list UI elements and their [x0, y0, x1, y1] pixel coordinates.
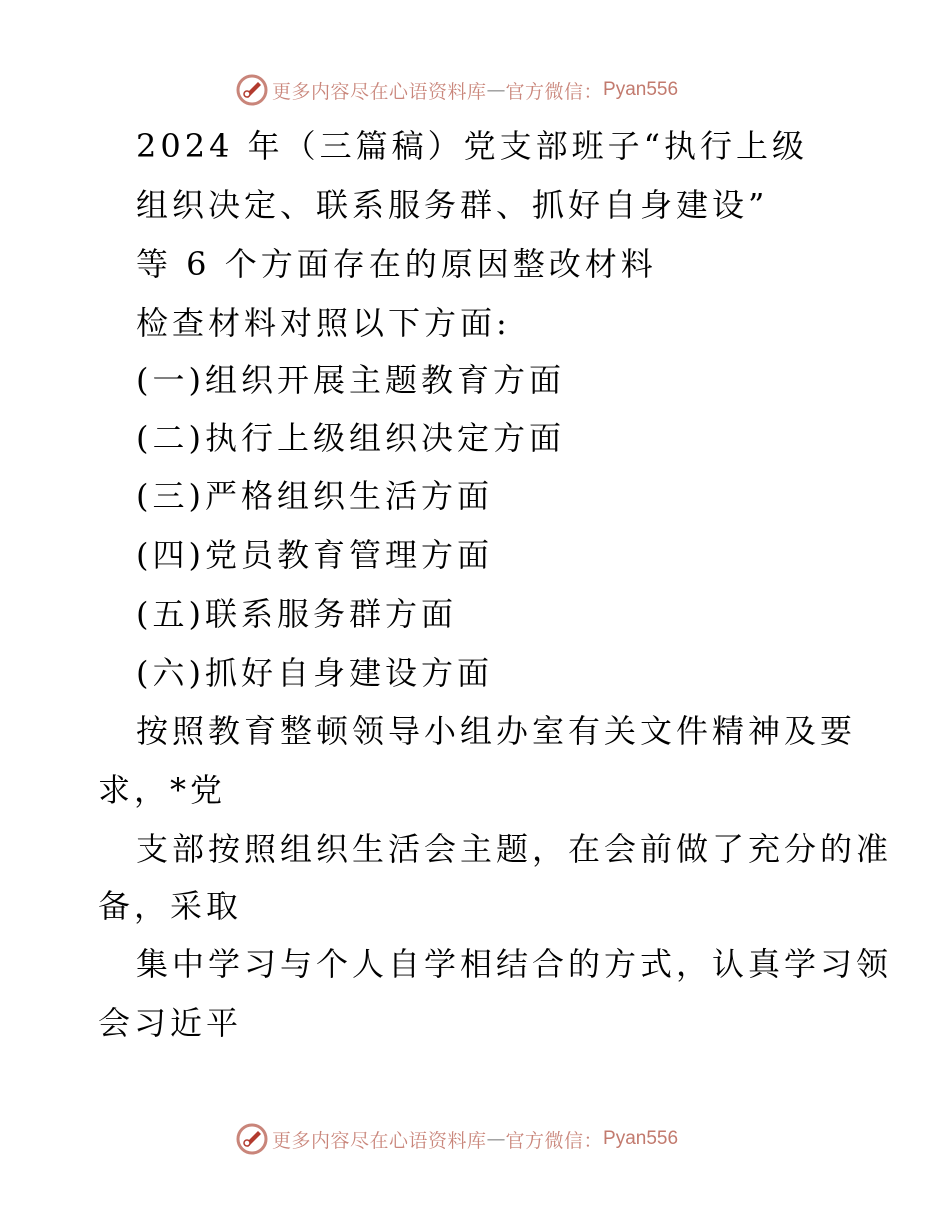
title-line-3: 等 6 个方面存在的原因整改材料: [136, 245, 657, 283]
paragraph-line: 求，*党: [98, 771, 227, 809]
watermark-wechat-label: 官方微信：: [505, 1129, 604, 1152]
list-item: (一)组织开展主题教育方面: [136, 361, 565, 399]
title-line-1: 2024 年（三篇稿）党支部班子“执行上级: [136, 127, 808, 165]
logo-icon: [236, 1123, 268, 1155]
footer-watermark: [236, 1122, 678, 1156]
watermark-text: 更多内容尽在心语资料库: [272, 1129, 487, 1152]
list-item: (二)执行上级组织决定方面: [136, 419, 565, 457]
paragraph-line: 会习近平: [98, 1004, 243, 1042]
watermark-text: 更多内容尽在心语资料库: [272, 80, 487, 103]
header-watermark: [236, 73, 678, 107]
list-item: (六)抓好自身建设方面: [136, 654, 493, 692]
list-item: (四)党员教育管理方面: [136, 536, 493, 574]
paragraph-line: 集中学习与个人自学相结合的方式，认真学习领: [136, 945, 893, 983]
title-line-2: 组织决定、联系服务群、抓好自身建设”: [136, 186, 769, 224]
list-item: (三)严格组织生活方面: [136, 477, 493, 515]
watermark-wechat-id: Pyan556: [603, 1128, 679, 1149]
intro-text: 检查材料对照以下方面:: [136, 304, 511, 342]
list-item: (五)联系服务群方面: [136, 595, 457, 633]
watermark-separator: —: [486, 1128, 506, 1150]
watermark-wechat-id: Pyan556: [603, 79, 679, 100]
logo-icon: [236, 74, 268, 106]
paragraph-line: 支部按照组织生活会主题，在会前做了充分的准: [136, 830, 893, 868]
watermark-separator: —: [486, 79, 506, 101]
paragraph-line: 备，采取: [98, 887, 243, 925]
paragraph-line: 按照教育整顿领导小组办室有关文件精神及要: [136, 712, 857, 750]
watermark-wechat-label: 官方微信：: [505, 80, 604, 103]
